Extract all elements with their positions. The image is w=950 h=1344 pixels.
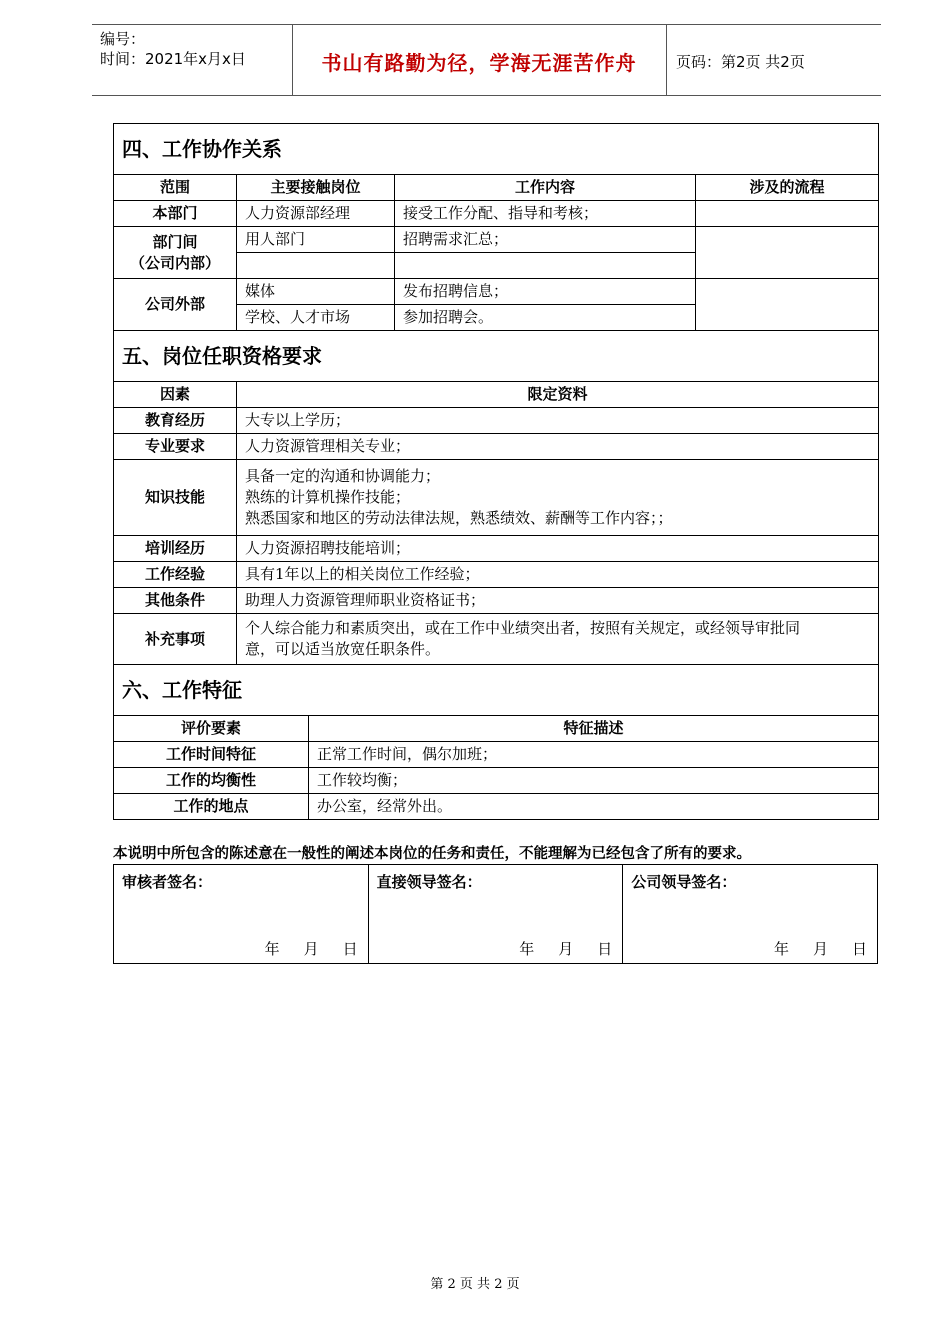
factor-label: 其他条件: [114, 588, 237, 614]
work-content: 发布招聘信息；: [395, 279, 696, 305]
process-cell: [696, 227, 879, 279]
column-header-requirements: 限定资料: [237, 382, 879, 408]
date-year: 年: [264, 940, 280, 958]
table-row: [114, 794, 879, 820]
requirement-text: [237, 614, 879, 665]
table-row: [114, 434, 879, 460]
evaluation-label: 工作的均衡性: [114, 768, 309, 794]
contact-position: 人力资源部经理: [237, 201, 395, 227]
requirement-text: 助理人力资源管理师职业资格证书；: [237, 588, 879, 614]
date-day: 日: [342, 940, 358, 958]
requirement-text: 具有1年以上的相关岗位工作经验；: [237, 562, 879, 588]
table-row: [114, 408, 879, 434]
table-row: [114, 588, 879, 614]
requirement-line: 熟悉国家和地区的劳动法律法规，熟悉绩效、薪酬等工作内容；；: [245, 509, 673, 527]
evaluation-label: 工作时间特征: [114, 742, 309, 768]
reviewer-signature-label: 审核者签名：: [122, 873, 213, 891]
scope-inter-dept: [114, 227, 237, 279]
work-content: [395, 253, 696, 279]
header-divider: [666, 25, 667, 95]
work-content: 参加招聘会。: [395, 305, 696, 331]
reviewer-signature-cell[interactable]: [114, 865, 369, 964]
table-row: [114, 562, 879, 588]
factor-label: 专业要求: [114, 434, 237, 460]
column-header-process: 涉及的流程: [696, 175, 879, 201]
factor-label: 工作经验: [114, 562, 237, 588]
factor-label: 教育经历: [114, 408, 237, 434]
date-year: 年: [519, 940, 535, 958]
direct-leader-signature-label: 直接领导签名：: [376, 873, 482, 891]
page-header: [92, 24, 881, 96]
section-title-collaboration: 四、工作协作关系: [114, 124, 879, 175]
requirement-line: 具备一定的沟通和协调能力；: [245, 467, 441, 485]
time-label: 时间：2021年x月x日: [100, 50, 246, 68]
requirement-line: 个人综合能力和素质突出，或在工作中业绩突出者，按照有关规定，或经领导审批同: [245, 619, 801, 637]
company-leader-signature-cell[interactable]: [623, 865, 878, 964]
work-content: 招聘需求汇总；: [395, 227, 696, 253]
process-cell: [696, 201, 879, 227]
feature-description: 正常工作时间，偶尔加班；: [309, 742, 879, 768]
table-row: [114, 742, 879, 768]
factor-label: 培训经历: [114, 536, 237, 562]
feature-description: 工作较均衡；: [309, 768, 879, 794]
date-year: 年: [773, 940, 789, 958]
contact-position: 媒体: [237, 279, 395, 305]
header-page-number: 页码：第2页 共2页: [676, 53, 805, 71]
feature-description: 办公室，经常外出。: [309, 794, 879, 820]
table-row: [114, 201, 879, 227]
doc-number-label: 编号：: [100, 30, 146, 48]
contact-position: 学校、人才市场: [237, 305, 395, 331]
contact-position: [237, 253, 395, 279]
job-description-table: [113, 123, 879, 820]
table-row: [114, 536, 879, 562]
requirement-text: 大专以上学历；: [237, 408, 879, 434]
work-content: 接受工作分配、指导和考核；: [395, 201, 696, 227]
signature-date: [495, 938, 612, 959]
signature-table: [113, 864, 878, 964]
table-row: [114, 279, 879, 305]
column-header-factor: 因素: [114, 382, 237, 408]
factor-label: 补充事项: [114, 614, 237, 665]
requirement-line: 熟练的计算机操作技能；: [245, 488, 411, 506]
scope-inter-dept-line: 部门间: [152, 232, 198, 251]
date-day: 日: [851, 940, 867, 958]
table-row: [114, 460, 879, 536]
column-header-description: 特征描述: [309, 716, 879, 742]
requirement-text: 人力资源管理相关专业；: [237, 434, 879, 460]
factor-label: 知识技能: [114, 460, 237, 536]
evaluation-label: 工作的地点: [114, 794, 309, 820]
date-day: 日: [597, 940, 613, 958]
table-row: [114, 614, 879, 665]
section-title-work-features: 六、工作特征: [114, 665, 879, 716]
scope-inter-dept-line: （公司内部）: [129, 253, 220, 272]
column-header-evaluation: 评价要素: [114, 716, 309, 742]
header-motto: 书山有路勤为径，学海无涯苦作舟: [321, 51, 637, 75]
column-header-scope: 范围: [114, 175, 237, 201]
scope-external: 公司外部: [114, 279, 237, 331]
company-leader-signature-label: 公司领导签名：: [631, 873, 737, 891]
scope-own-dept: 本部门: [114, 201, 237, 227]
date-month: 月: [303, 940, 319, 958]
requirement-text: 人力资源招聘技能培训；: [237, 536, 879, 562]
column-header-position: 主要接触岗位: [237, 175, 395, 201]
signature-date: [241, 938, 358, 959]
column-header-content: 工作内容: [395, 175, 696, 201]
page-footer: 第 2 页 共 2 页: [430, 1277, 520, 1292]
header-left: [100, 29, 246, 69]
date-month: 月: [812, 940, 828, 958]
requirement-text: [237, 460, 879, 536]
direct-leader-signature-cell[interactable]: [368, 865, 623, 964]
table-row: [114, 227, 879, 253]
signature-date: [750, 938, 867, 959]
section-title-qualifications: 五、岗位任职资格要求: [114, 331, 879, 382]
process-cell: [696, 279, 879, 331]
disclaimer-note: 本说明中所包含的陈述意在一般性的阐述本岗位的任务和责任，不能理解为已经包含了所有的要求。: [113, 846, 751, 862]
date-month: 月: [558, 940, 574, 958]
contact-position: 用人部门: [237, 227, 395, 253]
requirement-line: 意，可以适当放宽任职条件。: [245, 640, 441, 658]
table-row: [114, 768, 879, 794]
